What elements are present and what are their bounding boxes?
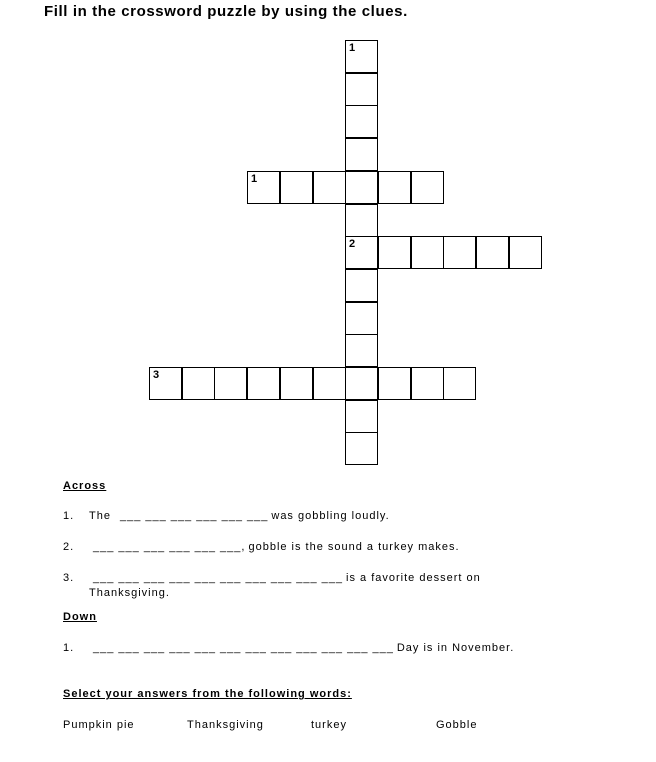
clue-blanks: ___ ___ ___ ___ ___ ___ ___ ___ ___ ___ ___ ___ (93, 642, 394, 654)
down-clue-1 (63, 642, 514, 654)
word-bank-item: Pumpkin pie (63, 719, 135, 731)
crossword-cell[interactable] (345, 334, 378, 367)
crossword-cell[interactable] (345, 138, 378, 171)
crossword-cell[interactable] (411, 171, 444, 204)
clue-number: 2. (63, 541, 75, 553)
crossword-cell[interactable] (149, 367, 182, 400)
across-clue-2 (63, 541, 460, 553)
clue-text-after: is a favorite dessert on (346, 572, 481, 584)
crossword-cell[interactable] (214, 367, 247, 400)
crossword-cell[interactable] (182, 367, 215, 400)
crossword-cell[interactable] (247, 171, 280, 204)
clue-text-before: The (89, 510, 111, 522)
crossword-cell[interactable] (411, 367, 444, 400)
down-heading: Down (63, 611, 97, 623)
crossword-cell[interactable] (345, 302, 378, 335)
across-clue-3-continuation: Thanksgiving. (89, 587, 170, 599)
across-heading: Across (63, 480, 107, 492)
crossword-cell[interactable] (345, 105, 378, 138)
crossword-cell[interactable] (345, 367, 378, 400)
crossword-cell[interactable] (443, 367, 476, 400)
crossword-cell[interactable] (345, 236, 378, 269)
clue-number-label: 1 (251, 173, 258, 185)
crossword-cell[interactable] (313, 171, 346, 204)
clue-text-after: was gobbling loudly. (271, 510, 390, 522)
crossword-cell[interactable] (345, 400, 378, 433)
clue-text-after: gobble is the sound a turkey makes. (248, 541, 460, 553)
crossword-cell[interactable] (247, 367, 280, 400)
clue-number: 1. (63, 642, 75, 654)
crossword-cell[interactable] (378, 236, 411, 269)
crossword-cell[interactable] (476, 236, 509, 269)
crossword-cell[interactable] (345, 432, 378, 465)
crossword-cell[interactable] (443, 236, 476, 269)
crossword-cell[interactable] (378, 171, 411, 204)
page-title: Fill in the crossword puzzle by using the clues. (44, 3, 408, 20)
crossword-cell[interactable] (280, 367, 313, 400)
word-bank-item: Gobble (436, 719, 478, 731)
clue-blanks: ___ ___ ___ ___ ___ ___ ___ ___ ___ ___ (93, 572, 344, 584)
clue-number-label: 2 (349, 238, 356, 250)
word-bank-item: turkey (311, 719, 347, 731)
crossword-cell[interactable] (345, 269, 378, 302)
clue-number-label: 3 (153, 369, 160, 381)
crossword-cell[interactable] (345, 171, 378, 204)
clue-number: 1. (63, 510, 75, 522)
clue-number: 3. (63, 572, 75, 584)
clue-blanks: ___ ___ ___ ___ ___ ___ (119, 510, 269, 522)
crossword-cell[interactable] (345, 40, 378, 73)
crossword-cell[interactable] (509, 236, 542, 269)
crossword-cell[interactable] (411, 236, 444, 269)
word-bank-item: Thanksgiving (187, 719, 264, 731)
clue-blanks: ___ ___ ___ ___ ___ ___, (93, 541, 246, 553)
clue-number-label: 1 (349, 42, 356, 54)
word-bank-heading: Select your answers from the following words: (63, 688, 352, 700)
crossword-cell[interactable] (345, 204, 378, 237)
across-clue-3 (63, 572, 481, 584)
crossword-cell[interactable] (280, 171, 313, 204)
clue-text-after: Day is in November. (396, 642, 515, 654)
crossword-cell[interactable] (345, 73, 378, 106)
crossword-cell[interactable] (313, 367, 346, 400)
crossword-cell[interactable] (378, 367, 411, 400)
across-clue-1 (63, 510, 390, 522)
